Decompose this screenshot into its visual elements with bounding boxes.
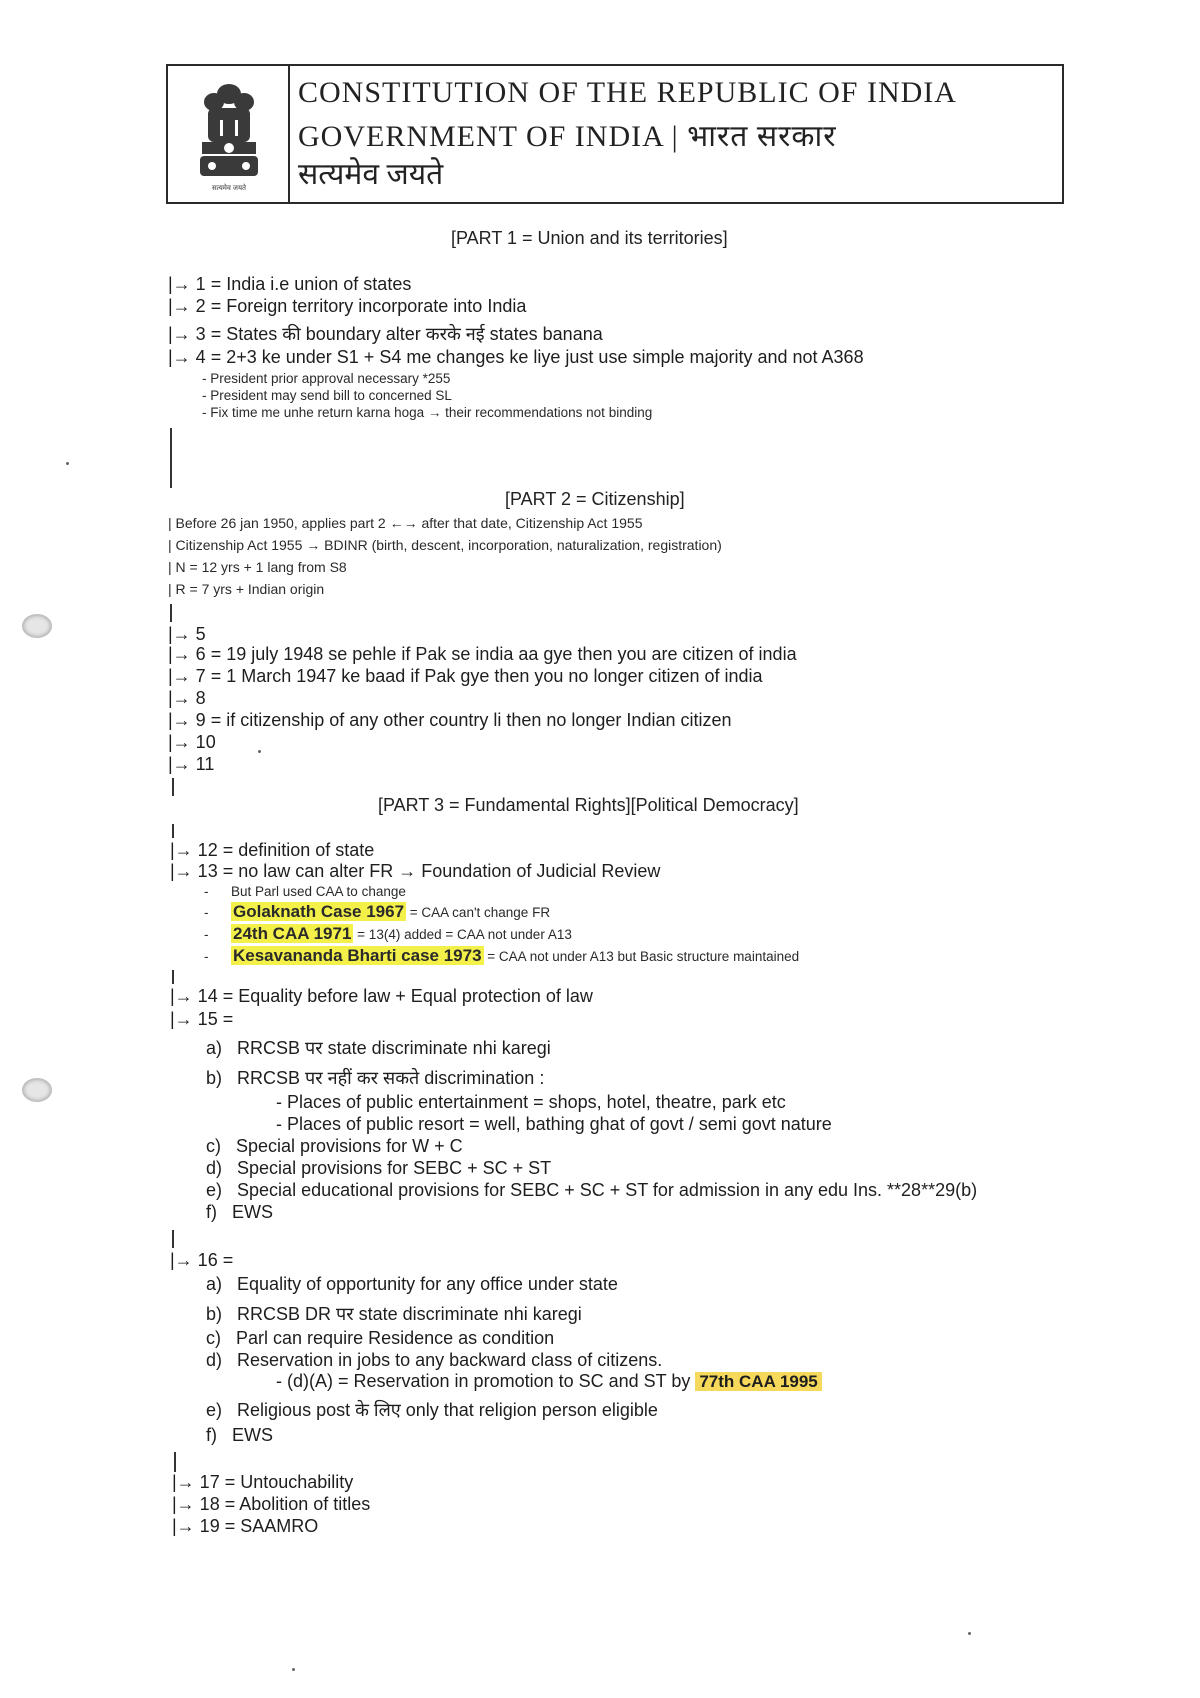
article-13: |→ 13 = no law can alter FR → Foundation of Judicial Review — [170, 861, 661, 881]
case-note: = 13(4) added = CAA not under A13 — [353, 927, 572, 942]
article-9: |→ 9 = if citizenship of any other country li then no longer Indian citizen — [168, 710, 732, 730]
item-marker: f) — [206, 1425, 217, 1445]
item-marker: b) — [206, 1068, 223, 1088]
case-note: = CAA can't change FR — [406, 905, 551, 920]
item-text: RRCSB DR पर state discriminate nhi karegi — [237, 1304, 582, 1324]
item-marker: e) — [206, 1400, 223, 1420]
article-15-b-place: - Places of public resort = well, bathing ghat of govt / semi govt nature — [276, 1114, 832, 1134]
item-marker: a) — [206, 1274, 223, 1294]
citizenship-note: | N = 12 yrs + 1 lang from S8 — [168, 559, 347, 575]
tree-connector — [172, 1230, 174, 1248]
header-government: GOVERNMENT OF INDIA | भारत सरकार — [298, 120, 837, 153]
part1-heading: [PART 1 = Union and its territories] — [451, 228, 728, 248]
article-15-item — [206, 1180, 977, 1201]
scan-speck — [968, 1632, 971, 1635]
emblem-caption: सत्यमेव जयते — [211, 185, 247, 192]
item-marker: d) — [206, 1158, 223, 1178]
note-text: But Parl used CAA to change — [231, 884, 406, 899]
article-7: |→ 7 = 1 March 1947 ke baad if Pak gye then you no longer citizen of india — [168, 666, 763, 686]
article-12: |→ 12 = definition of state — [170, 840, 375, 860]
tree-connector — [172, 824, 174, 838]
article-16-d-sub — [276, 1371, 822, 1392]
item-marker: b) — [206, 1304, 223, 1324]
article-10: |→ 10 — [168, 732, 216, 752]
article-13-note: - But Parl used CAA to change — [204, 884, 406, 899]
scan-speck — [258, 750, 261, 753]
item-text: Equality of opportunity for any office under state — [237, 1274, 618, 1294]
article-2: |→ 2 = Foreign territory incorporate into India — [168, 296, 527, 316]
article-15-item — [206, 1202, 273, 1223]
article-16: |→ 16 = — [170, 1250, 234, 1270]
citizenship-note: | R = 7 yrs + Indian origin — [168, 581, 325, 597]
part3-heading: [PART 3 = Fundamental Rights][Political Democracy] — [378, 795, 799, 815]
article-13-case: - Golaknath Case 1967 = CAA can't change FR — [204, 902, 551, 921]
article-15-b-place: - Places of public entertainment = shops, hotel, theatre, park etc — [276, 1092, 786, 1112]
article-6: |→ 6 = 19 july 1948 se pehle if Pak se india aa gye then you are citizen of india — [168, 644, 797, 664]
item-marker: d) — [206, 1350, 223, 1370]
part2-heading: [PART 2 = Citizenship] — [505, 489, 685, 509]
sub-text: - (d)(A) = Reservation in promotion to SC and ST by — [276, 1371, 696, 1391]
article-16-item — [206, 1302, 582, 1326]
tree-connector — [172, 778, 174, 796]
article-4-note: - Fix time me unhe return karna hoga → their recommendations not binding — [202, 405, 653, 420]
item-text: Reservation in jobs to any backward class of citizens. — [237, 1350, 663, 1370]
citizenship-note: | Before 26 jan 1950, applies part 2 ←→ after that date, Citizenship Act 1955 — [168, 515, 643, 531]
article-1: |→ 1 = India i.e union of states — [168, 274, 412, 294]
article-13-case: - Kesavananda Bharti case 1973 = CAA not under A13 but Basic structure maintained — [204, 946, 800, 965]
article-16-item — [206, 1274, 618, 1295]
article-15-item — [206, 1158, 551, 1179]
citizenship-note: | Citizenship Act 1955 → BDINR (birth, descent, incorporation, naturalization, registration) — [168, 537, 722, 553]
item-marker: a) — [206, 1038, 223, 1058]
case-note: = CAA not under A13 but Basic structure maintained — [483, 949, 800, 964]
article-15-item — [206, 1136, 463, 1157]
article-17: |→ 17 = Untouchability — [172, 1472, 354, 1492]
article-15: |→ 15 = — [170, 1009, 234, 1029]
item-text: RRCSB पर नहीं कर सकते discrimination : — [237, 1068, 545, 1088]
article-18: |→ 18 = Abolition of titles — [172, 1494, 371, 1514]
article-4-note: - President prior approval necessary *255 — [202, 371, 451, 386]
article-3: |→ 3 = States की boundary alter करके नई states banana — [168, 324, 603, 344]
article-14: |→ 14 = Equality before law + Equal protection of law — [170, 986, 593, 1006]
item-text: Special educational provisions for SEBC + SC + ST for admission in any edu Ins. **28**29(b) — [237, 1180, 978, 1200]
tree-connector — [174, 1452, 176, 1472]
header-title: CONSTITUTION OF THE REPUBLIC OF INDIA — [298, 76, 957, 109]
item-marker: c) — [206, 1136, 221, 1156]
header-divider — [288, 66, 290, 202]
article-11: |→ 11 — [168, 754, 215, 774]
highlighted-case: Kesavananda Bharti case 1973 — [233, 946, 482, 965]
item-marker: c) — [206, 1328, 221, 1348]
article-4-note: - President may send bill to concerned SL — [202, 388, 452, 403]
article-16-item — [206, 1328, 554, 1349]
item-text: Parl can require Residence as condition — [236, 1328, 555, 1348]
punch-hole — [22, 614, 52, 638]
article-15-item — [206, 1036, 551, 1060]
article-4: |→ 4 = 2+3 ke under S1 + S4 me changes ke liye just use simple majority and not A368 — [168, 347, 864, 367]
punch-hole — [22, 1078, 52, 1102]
ashoka-emblem-icon — [190, 80, 268, 190]
article-13-case: - 24th CAA 1971 = 13(4) added = CAA not under A13 — [204, 924, 572, 943]
item-text: Special provisions for SEBC + SC + ST — [237, 1158, 552, 1178]
item-text: RRCSB पर state discriminate nhi karegi — [237, 1038, 551, 1058]
tree-connector — [172, 970, 174, 984]
tree-connector — [170, 604, 172, 622]
scan-speck — [292, 1668, 295, 1671]
article-16-item — [206, 1398, 658, 1422]
article-15-item — [206, 1066, 544, 1090]
item-marker: f) — [206, 1202, 217, 1222]
article-16-item — [206, 1425, 273, 1446]
highlighted-case: Golaknath Case 1967 — [233, 902, 405, 921]
item-marker: e) — [206, 1180, 223, 1200]
header-motto: सत्यमेव जयते — [298, 158, 444, 191]
highlighted-amendment: 77th CAA 1995 — [695, 1372, 821, 1391]
item-text: EWS — [232, 1202, 274, 1222]
item-text: Religious post के लिए only that religion person eligible — [237, 1400, 658, 1420]
document-header — [166, 64, 1064, 204]
tree-connector — [170, 428, 172, 488]
article-16-item — [206, 1350, 662, 1371]
article-19: |→ 19 = SAAMRO — [172, 1516, 319, 1536]
article-8: |→ 8 — [168, 688, 206, 708]
scan-speck — [66, 462, 69, 465]
item-text: Special provisions for W + C — [236, 1136, 463, 1156]
item-text: EWS — [232, 1425, 274, 1445]
article-5: |→ 5 — [168, 624, 206, 644]
highlighted-case: 24th CAA 1971 — [233, 924, 352, 943]
